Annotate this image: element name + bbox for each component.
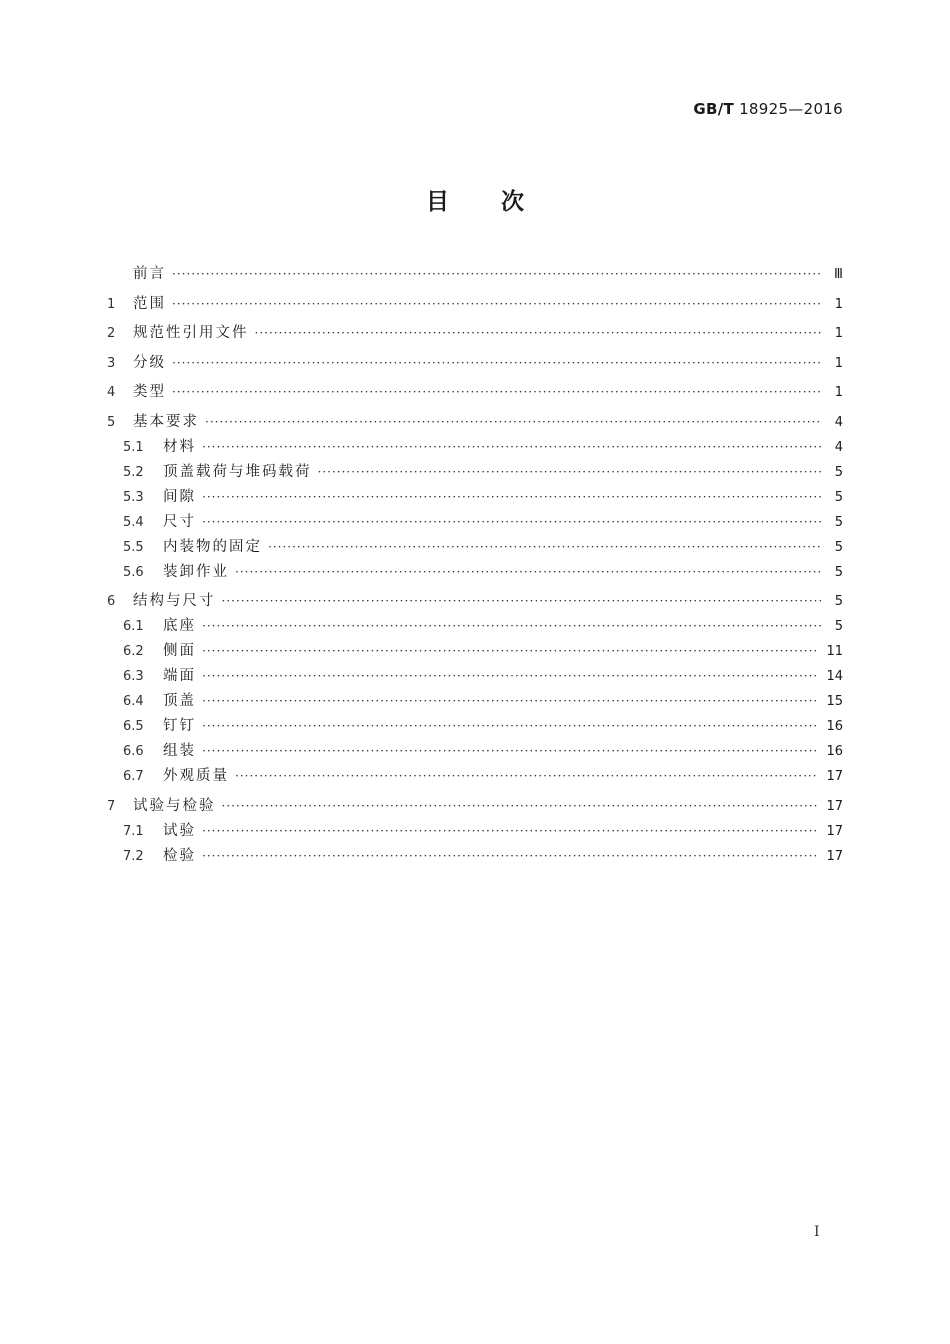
- toc-entry-number: 7.1: [123, 823, 144, 839]
- toc-dot-leader: [172, 262, 821, 287]
- toc-entry-page: 16: [826, 744, 843, 759]
- toc-entry-page: 5: [834, 514, 843, 530]
- toc-entry[interactable]: [107, 764, 843, 789]
- page-number: I: [814, 1224, 820, 1240]
- toc-entry-label: 前言: [133, 266, 166, 282]
- toc-entry-label: 结构与尺寸: [133, 593, 216, 609]
- toc-dot-leader: [202, 819, 818, 844]
- toc-entry-number: 6.1: [123, 619, 144, 634]
- toc-entry-number: 3: [107, 355, 116, 371]
- toc-dot-leader: [255, 321, 822, 346]
- toc-entry-number: 5.3: [123, 489, 144, 505]
- toc-entry[interactable]: [107, 560, 843, 585]
- toc-entry-number: 6: [107, 594, 116, 609]
- toc-entry-label: 装卸作业: [163, 563, 229, 580]
- toc-entry-number: 4: [107, 385, 116, 400]
- toc-entry[interactable]: [107, 460, 843, 485]
- toc-entry[interactable]: [107, 435, 843, 460]
- toc-entry[interactable]: [107, 510, 843, 535]
- standard-code: [693, 100, 843, 118]
- toc-entry-number: 6.3: [123, 669, 144, 684]
- toc-dot-leader: [268, 535, 821, 560]
- toc-entry-number: 6.6: [123, 744, 144, 759]
- toc-entry-label: 检验: [163, 847, 196, 864]
- toc-dot-leader: [202, 689, 818, 714]
- toc-entry[interactable]: [107, 589, 843, 614]
- toc-entry-label: 组装: [163, 743, 196, 759]
- toc-entry-page: 4: [834, 439, 843, 455]
- toc-dot-leader: [222, 794, 819, 819]
- toc-entry-label: 分级: [133, 354, 166, 371]
- toc-entry-label: 侧面: [163, 643, 196, 659]
- toc-entry-page: 1: [834, 326, 843, 341]
- toc-entry-number: 6.5: [123, 719, 144, 734]
- toc-entry-label: 类型: [133, 384, 166, 400]
- toc-entry-page: 17: [826, 823, 843, 839]
- toc-entry-number: 1: [107, 296, 116, 312]
- toc-entry-label: 端面: [163, 668, 196, 684]
- toc-dot-leader: [202, 435, 821, 460]
- toc-entry[interactable]: [107, 292, 843, 317]
- toc-entry-label: 顶盖载荷与堆码载荷: [163, 463, 312, 480]
- toc-dot-leader: [202, 664, 818, 689]
- toc-entry-page: 1: [834, 355, 843, 371]
- toc-entry-label: 试验与检验: [133, 797, 216, 814]
- toc-dot-leader: [202, 739, 818, 764]
- toc-entry-number: 5.4: [123, 514, 144, 530]
- toc-entry-label: 材料: [163, 438, 196, 455]
- toc-entry-page: 4: [834, 414, 843, 430]
- toc-entry-label: 试验: [163, 822, 196, 839]
- toc-entry-label: 范围: [133, 295, 166, 312]
- toc-entry-number: 6.7: [123, 769, 144, 784]
- toc-dot-leader: [235, 560, 821, 585]
- toc-dot-leader: [235, 764, 818, 789]
- toc-entry[interactable]: [107, 351, 843, 376]
- toc-entry-page: 11: [826, 644, 843, 659]
- toc-entry-page: 1: [834, 385, 843, 400]
- toc-entry-page: 17: [826, 769, 843, 784]
- toc-dot-leader: [205, 410, 821, 435]
- toc-dot-leader: [202, 614, 821, 639]
- toc-dot-leader: [172, 380, 821, 405]
- toc-entry-number: 6.4: [123, 694, 144, 709]
- page-title: 目次: [426, 189, 576, 215]
- toc-dot-leader: [202, 844, 818, 869]
- toc-entry-page: Ⅲ: [834, 267, 843, 282]
- toc-entry[interactable]: [107, 819, 843, 844]
- standard-prefix: GB/T: [693, 100, 735, 118]
- toc-entry-label: 钉钉: [163, 718, 196, 734]
- toc-entry-page: 15: [826, 694, 843, 709]
- toc-entry-page: 1: [834, 296, 843, 312]
- toc-entry-page: 17: [826, 848, 843, 864]
- toc-dot-leader: [318, 460, 822, 485]
- toc-entry-number: 7: [107, 798, 116, 814]
- toc-entry[interactable]: [107, 535, 843, 560]
- toc-dot-leader: [172, 351, 821, 376]
- toc-entry[interactable]: [107, 410, 843, 435]
- toc-entry[interactable]: [107, 794, 843, 819]
- toc-entry-label: 基本要求: [133, 413, 199, 430]
- toc-entry-label: 顶盖: [163, 693, 196, 709]
- toc-entry-page: 14: [826, 669, 843, 684]
- toc-entry-page: 5: [834, 619, 843, 634]
- toc-entry-number: 5.6: [123, 564, 144, 580]
- toc-entry-number: 5.2: [123, 464, 144, 480]
- toc-entry-number: 7.2: [123, 848, 144, 864]
- toc-dot-leader: [202, 510, 821, 535]
- toc-entry[interactable]: [107, 485, 843, 510]
- toc-entry-page: 5: [834, 594, 843, 609]
- toc-entry-number: 2: [107, 326, 116, 341]
- toc-entry-page: 16: [826, 719, 843, 734]
- toc-dot-leader: [202, 485, 821, 510]
- toc-entry[interactable]: [107, 639, 843, 664]
- toc-entry[interactable]: [107, 614, 843, 639]
- toc-entry[interactable]: [107, 262, 843, 287]
- toc-entry[interactable]: [107, 739, 843, 764]
- toc-entry-page: 5: [834, 464, 843, 480]
- toc-entry-label: 内装物的固定: [163, 538, 262, 555]
- toc-entry-label: 规范性引用文件: [133, 325, 249, 341]
- toc-entry-number: 5.5: [123, 539, 144, 555]
- toc-entry-label: 底座: [163, 618, 196, 634]
- toc-entry[interactable]: [107, 714, 843, 739]
- standard-number: 18925—2016: [739, 100, 843, 118]
- toc-entry[interactable]: [107, 321, 843, 346]
- toc-entry[interactable]: [107, 844, 843, 869]
- toc-entry[interactable]: [107, 689, 843, 714]
- toc-entry-page: 17: [826, 798, 843, 814]
- toc-entry-number: 5.1: [123, 439, 144, 455]
- toc-entry-label: 外观质量: [163, 768, 229, 784]
- toc-entry-label: 间隙: [163, 488, 196, 505]
- toc-dot-leader: [202, 639, 818, 664]
- toc-entry-number: 6.2: [123, 644, 144, 659]
- toc-dot-leader: [202, 714, 818, 739]
- table-of-contents: [107, 262, 843, 869]
- toc-entry[interactable]: [107, 664, 843, 689]
- toc-dot-leader: [222, 589, 822, 614]
- toc-entry-number: 5: [107, 414, 116, 430]
- toc-entry-label: 尺寸: [163, 513, 196, 530]
- toc-entry[interactable]: [107, 380, 843, 405]
- toc-entry-page: 5: [834, 539, 843, 555]
- toc-entry-page: 5: [834, 489, 843, 505]
- toc-dot-leader: [172, 292, 821, 317]
- toc-entry-page: 5: [834, 564, 843, 580]
